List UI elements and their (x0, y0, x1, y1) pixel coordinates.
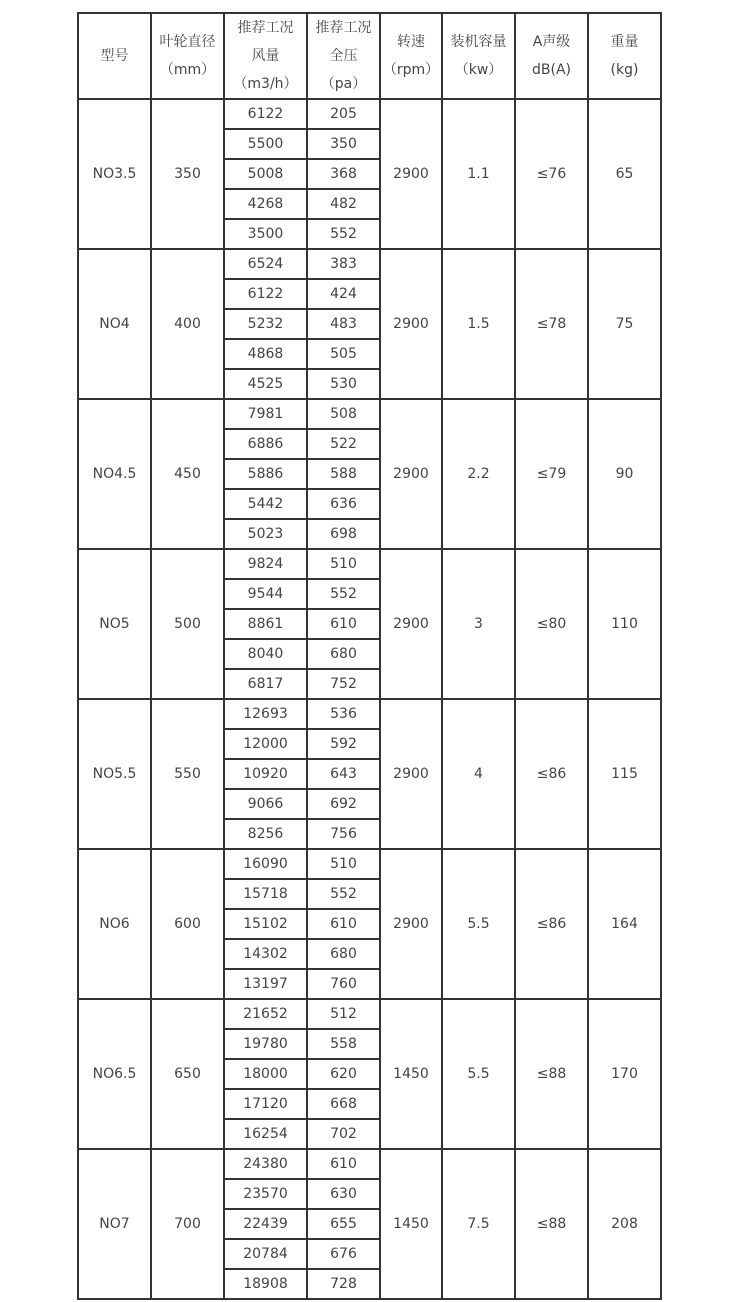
pressure-cell: 530 (307, 369, 380, 399)
pressure-cell: 668 (307, 1089, 380, 1119)
table-row (78, 999, 661, 1029)
airflow-cell: 18908 (224, 1269, 307, 1299)
model-cell: NO6 (78, 849, 151, 999)
table-row (78, 699, 661, 729)
airflow-cell: 7981 (224, 399, 307, 429)
pressure-cell: 510 (307, 549, 380, 579)
airflow-cell: 5442 (224, 489, 307, 519)
airflow-cell: 8040 (224, 639, 307, 669)
fan-spec-table (77, 12, 662, 1300)
pressure-cell: 636 (307, 489, 380, 519)
airflow-cell: 24380 (224, 1149, 307, 1179)
table-body (78, 99, 661, 1299)
table-row (78, 849, 661, 879)
pressure-cell: 756 (307, 819, 380, 849)
pressure-cell: 702 (307, 1119, 380, 1149)
diameter-cell: 550 (151, 699, 224, 849)
airflow-cell: 12693 (224, 699, 307, 729)
power-cell: 3 (442, 549, 515, 699)
noise-cell: ≤78 (515, 249, 588, 399)
airflow-cell: 6886 (224, 429, 307, 459)
power-cell: 5.5 (442, 999, 515, 1149)
pressure-cell: 592 (307, 729, 380, 759)
airflow-cell: 18000 (224, 1059, 307, 1089)
pressure-cell: 512 (307, 999, 380, 1029)
pressure-cell: 368 (307, 159, 380, 189)
header-line: （kw） (454, 62, 503, 78)
airflow-cell: 5008 (224, 159, 307, 189)
header-pressure (307, 13, 380, 99)
speed-cell: 2900 (380, 99, 442, 249)
speed-cell: 1450 (380, 999, 442, 1149)
pressure-cell: 630 (307, 1179, 380, 1209)
airflow-cell: 16090 (224, 849, 307, 879)
pressure-cell: 655 (307, 1209, 380, 1239)
pressure-cell: 205 (307, 99, 380, 129)
noise-cell: ≤86 (515, 699, 588, 849)
table-row (78, 1149, 661, 1179)
pressure-cell: 552 (307, 219, 380, 249)
header-line: （pa） (320, 76, 367, 92)
header-airflow (224, 13, 307, 99)
header-row (78, 13, 661, 99)
header-line: 推荐工况 (315, 20, 372, 36)
airflow-cell: 9066 (224, 789, 307, 819)
header-line: 叶轮直径 (159, 34, 216, 50)
airflow-cell: 9544 (224, 579, 307, 609)
airflow-cell: 23570 (224, 1179, 307, 1209)
header-model: 型号 (78, 13, 151, 99)
airflow-cell: 5500 (224, 129, 307, 159)
model-cell: NO4 (78, 249, 151, 399)
airflow-cell: 12000 (224, 729, 307, 759)
pressure-cell: 728 (307, 1269, 380, 1299)
header-power (442, 13, 515, 99)
airflow-cell: 5886 (224, 459, 307, 489)
weight-cell: 65 (588, 99, 661, 249)
airflow-cell: 15102 (224, 909, 307, 939)
airflow-cell: 13197 (224, 969, 307, 999)
pressure-cell: 676 (307, 1239, 380, 1269)
table-row (78, 399, 661, 429)
table-row (78, 99, 661, 129)
pressure-cell: 610 (307, 609, 380, 639)
airflow-cell: 6817 (224, 669, 307, 699)
airflow-cell: 22439 (224, 1209, 307, 1239)
pressure-cell: 680 (307, 939, 380, 969)
airflow-cell: 5023 (224, 519, 307, 549)
header-noise (515, 13, 588, 99)
airflow-cell: 4868 (224, 339, 307, 369)
table-header (78, 13, 661, 99)
noise-cell: ≤80 (515, 549, 588, 699)
header-line: dB(A) (532, 62, 571, 78)
pressure-cell: 552 (307, 579, 380, 609)
header-diameter (151, 13, 224, 99)
model-cell: NO4.5 (78, 399, 151, 549)
airflow-cell: 17120 (224, 1089, 307, 1119)
airflow-cell: 21652 (224, 999, 307, 1029)
header-line: （mm） (159, 62, 216, 78)
noise-cell: ≤79 (515, 399, 588, 549)
airflow-cell: 20784 (224, 1239, 307, 1269)
pressure-cell: 505 (307, 339, 380, 369)
diameter-cell: 350 (151, 99, 224, 249)
pressure-cell: 522 (307, 429, 380, 459)
speed-cell: 2900 (380, 249, 442, 399)
header-line: （rpm） (382, 62, 440, 78)
pressure-cell: 588 (307, 459, 380, 489)
speed-cell: 2900 (380, 399, 442, 549)
airflow-cell: 8256 (224, 819, 307, 849)
weight-cell: 208 (588, 1149, 661, 1299)
power-cell: 4 (442, 699, 515, 849)
noise-cell: ≤86 (515, 849, 588, 999)
diameter-cell: 400 (151, 249, 224, 399)
model-cell: NO7 (78, 1149, 151, 1299)
pressure-cell: 620 (307, 1059, 380, 1089)
noise-cell: ≤76 (515, 99, 588, 249)
airflow-cell: 8861 (224, 609, 307, 639)
noise-cell: ≤88 (515, 1149, 588, 1299)
pressure-cell: 643 (307, 759, 380, 789)
airflow-cell: 6122 (224, 279, 307, 309)
header-line: 全压 (329, 48, 358, 64)
table-row (78, 549, 661, 579)
airflow-cell: 3500 (224, 219, 307, 249)
airflow-cell: 10920 (224, 759, 307, 789)
header-line: 转速 (397, 34, 425, 50)
airflow-cell: 4525 (224, 369, 307, 399)
header-line: (kg) (610, 62, 639, 78)
airflow-cell: 9824 (224, 549, 307, 579)
model-cell: NO5 (78, 549, 151, 699)
speed-cell: 2900 (380, 699, 442, 849)
pressure-cell: 508 (307, 399, 380, 429)
pressure-cell: 482 (307, 189, 380, 219)
airflow-cell: 16254 (224, 1119, 307, 1149)
noise-cell: ≤88 (515, 999, 588, 1149)
pressure-cell: 558 (307, 1029, 380, 1059)
weight-cell: 164 (588, 849, 661, 999)
pressure-cell: 760 (307, 969, 380, 999)
speed-cell: 1450 (380, 1149, 442, 1299)
weight-cell: 90 (588, 399, 661, 549)
model-cell: NO6.5 (78, 999, 151, 1149)
header-line: （m3/h） (233, 76, 298, 92)
header-line: 装机容量 (450, 34, 507, 50)
weight-cell: 170 (588, 999, 661, 1149)
pressure-cell: 424 (307, 279, 380, 309)
power-cell: 1.5 (442, 249, 515, 399)
pressure-cell: 552 (307, 879, 380, 909)
pressure-cell: 752 (307, 669, 380, 699)
diameter-cell: 500 (151, 549, 224, 699)
airflow-cell: 15718 (224, 879, 307, 909)
pressure-cell: 610 (307, 1149, 380, 1179)
diameter-cell: 650 (151, 999, 224, 1149)
header-line: A声级 (532, 34, 571, 50)
diameter-cell: 600 (151, 849, 224, 999)
weight-cell: 75 (588, 249, 661, 399)
airflow-cell: 6122 (224, 99, 307, 129)
speed-cell: 2900 (380, 549, 442, 699)
airflow-cell: 4268 (224, 189, 307, 219)
diameter-cell: 450 (151, 399, 224, 549)
pressure-cell: 350 (307, 129, 380, 159)
pressure-cell: 536 (307, 699, 380, 729)
header-line: 重量 (610, 34, 639, 50)
pressure-cell: 510 (307, 849, 380, 879)
header-speed (380, 13, 442, 99)
pressure-cell: 680 (307, 639, 380, 669)
pressure-cell: 610 (307, 909, 380, 939)
pressure-cell: 383 (307, 249, 380, 279)
model-cell: NO3.5 (78, 99, 151, 249)
airflow-cell: 19780 (224, 1029, 307, 1059)
power-cell: 2.2 (442, 399, 515, 549)
speed-cell: 2900 (380, 849, 442, 999)
power-cell: 1.1 (442, 99, 515, 249)
airflow-cell: 6524 (224, 249, 307, 279)
weight-cell: 115 (588, 699, 661, 849)
header-line: 风量 (251, 48, 280, 64)
pressure-cell: 692 (307, 789, 380, 819)
airflow-cell: 5232 (224, 309, 307, 339)
pressure-cell: 483 (307, 309, 380, 339)
model-cell: NO5.5 (78, 699, 151, 849)
power-cell: 7.5 (442, 1149, 515, 1299)
pressure-cell: 698 (307, 519, 380, 549)
header-weight (588, 13, 661, 99)
diameter-cell: 700 (151, 1149, 224, 1299)
power-cell: 5.5 (442, 849, 515, 999)
table-row (78, 249, 661, 279)
weight-cell: 110 (588, 549, 661, 699)
airflow-cell: 14302 (224, 939, 307, 969)
header-line: 推荐工况 (237, 20, 294, 36)
